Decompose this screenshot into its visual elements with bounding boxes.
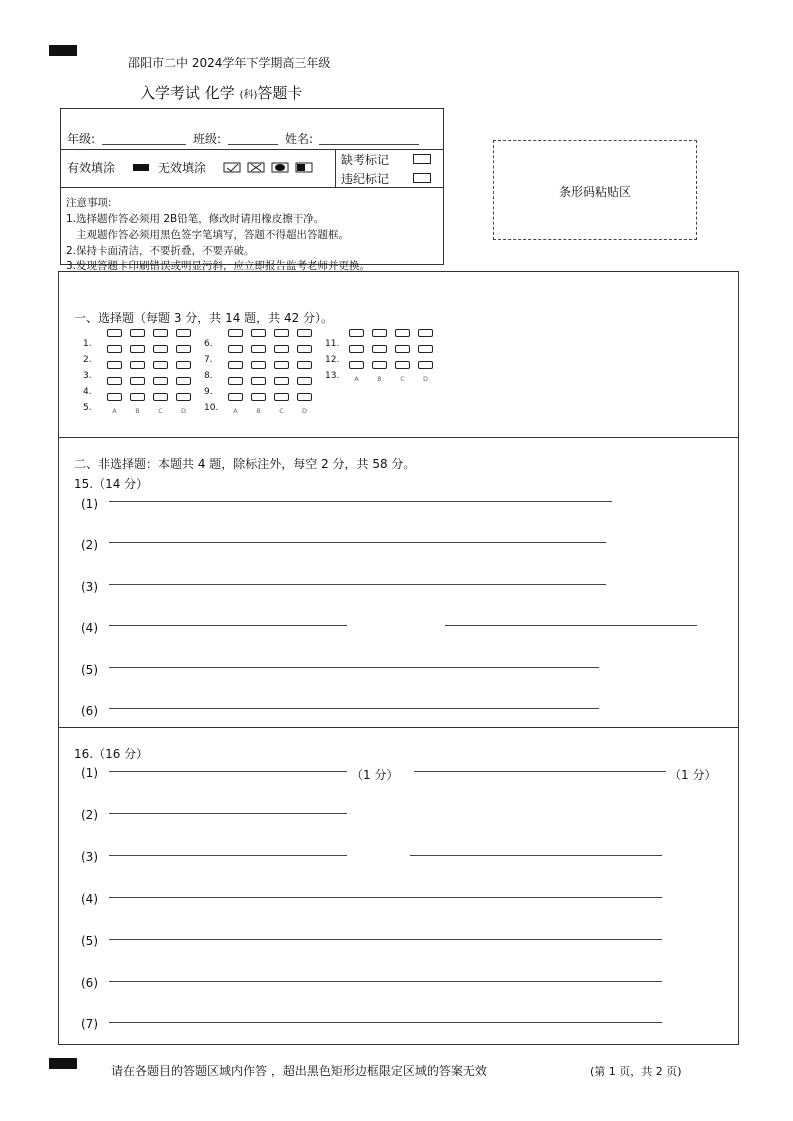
choice-bubble-b[interactable]: [130, 345, 145, 353]
q16-answer-line-5[interactable]: [109, 939, 662, 940]
class-label: 班级:: [193, 132, 222, 146]
q15-answer-line-2[interactable]: [109, 542, 606, 543]
choice-bubble-c[interactable]: [153, 329, 168, 337]
choice-bubble-a[interactable]: [228, 361, 243, 369]
choice-question-number: 1.: [83, 339, 92, 349]
school-line: 邵阳市二中 2024学年下学期高三年级: [128, 56, 331, 70]
choice-option-letter: A: [354, 375, 359, 383]
exam-title-text: 入学考试 化学: [140, 84, 235, 102]
q16-part-label: (7): [81, 1017, 98, 1031]
q16-answer-line-3a[interactable]: [109, 855, 347, 856]
choice-bubble-a[interactable]: [107, 377, 122, 385]
choice-bubble-b[interactable]: [130, 377, 145, 385]
barcode-area: [493, 140, 697, 240]
notes-item: 1.选择题作答必须用 2B铅笔，修改时请用橡皮擦干净。: [66, 213, 325, 225]
choice-bubble-c[interactable]: [395, 329, 410, 337]
choice-bubble-a[interactable]: [228, 377, 243, 385]
choice-bubble-c[interactable]: [274, 361, 289, 369]
choice-bubble-d[interactable]: [297, 377, 312, 385]
choice-question-number: 3.: [83, 371, 92, 381]
q16-part-label: (6): [81, 976, 98, 990]
page-number: (第 1 页，共 2 页): [590, 1065, 682, 1078]
choice-question-number: 6.: [204, 339, 213, 349]
q15-part-label: (1): [81, 497, 98, 511]
footer-notice: 请在各题目的答题区域内作答 ，超出黑色矩形边框限定区域的答案无效: [111, 1064, 487, 1078]
choice-question-number: 11.: [325, 339, 340, 349]
choice-bubble-a[interactable]: [107, 361, 122, 369]
choice-bubble-b[interactable]: [372, 329, 387, 337]
choice-option-letter: C: [400, 375, 405, 383]
grade-field[interactable]: [102, 144, 186, 145]
choice-option-letter: D: [180, 407, 186, 415]
choice-option-letter: B: [135, 407, 140, 415]
q15-answer-line-3[interactable]: [109, 584, 606, 585]
choice-bubble-b[interactable]: [130, 329, 145, 337]
choice-question-number: 2.: [83, 355, 92, 365]
q15-answer-line-1[interactable]: [109, 501, 612, 502]
choice-bubble-b[interactable]: [251, 361, 266, 369]
choice-option-letter: A: [112, 407, 117, 415]
choice-question-number: 10.: [204, 403, 219, 413]
choice-bubble-c[interactable]: [274, 393, 289, 401]
choice-bubble-d[interactable]: [297, 393, 312, 401]
choice-bubble-d[interactable]: [418, 345, 433, 353]
choice-bubble-b[interactable]: [251, 345, 266, 353]
exam-title: [140, 82, 302, 103]
choice-bubble-d[interactable]: [176, 377, 191, 385]
choice-question-number: 7.: [204, 355, 213, 365]
choice-bubble-a[interactable]: [349, 361, 364, 369]
choice-bubble-a[interactable]: [107, 329, 122, 337]
choice-bubble-d[interactable]: [176, 329, 191, 337]
notes-title: 注意事项:: [66, 197, 112, 209]
choice-option-letter: D: [301, 407, 307, 415]
q16-part-label: (5): [81, 934, 98, 948]
choice-question-number: 13.: [325, 371, 340, 381]
q16-part-label: (3): [81, 850, 98, 864]
absent-label: 缺考标记: [341, 153, 390, 167]
choice-bubble-d[interactable]: [418, 361, 433, 369]
choice-bubble-d[interactable]: [176, 345, 191, 353]
registration-mark-top: [49, 45, 77, 56]
choice-bubble-b[interactable]: [251, 329, 266, 337]
q16-part-label: (2): [81, 808, 98, 822]
card-label: 答题卡: [257, 84, 303, 102]
choice-bubble-b[interactable]: [372, 361, 387, 369]
info-block: [60, 108, 444, 272]
class-field[interactable]: [228, 144, 278, 145]
choice-bubble-c[interactable]: [395, 361, 410, 369]
section-question-15: [58, 437, 739, 728]
choice-bubble-c[interactable]: [153, 345, 168, 353]
choice-option-letter: B: [377, 375, 382, 383]
divider-vertical: [335, 149, 336, 187]
choice-option-letter: B: [256, 407, 261, 415]
q15-part-label: (3): [81, 580, 98, 594]
choice-column-1: [83, 329, 203, 419]
choice-bubble-b[interactable]: [251, 393, 266, 401]
section1-title: 一、选择题（每题 3 分，共 14 题，共 42 分）。: [74, 311, 334, 325]
choice-bubble-c[interactable]: [153, 393, 168, 401]
choice-bubble-b[interactable]: [130, 361, 145, 369]
choice-option-letter: D: [422, 375, 428, 383]
valid-fill-label: 有效填涂: [67, 161, 116, 175]
q15-answer-line-5[interactable]: [109, 667, 599, 668]
choice-bubble-c[interactable]: [153, 361, 168, 369]
choice-option-letter: A: [233, 407, 238, 415]
q16-score-1: （1 分）: [351, 768, 399, 782]
choice-bubble-c[interactable]: [395, 345, 410, 353]
choice-bubble-a[interactable]: [349, 345, 364, 353]
divider: [61, 187, 443, 188]
subject-type: (科): [239, 90, 258, 101]
choice-bubble-b[interactable]: [251, 377, 266, 385]
registration-mark-bottom: [49, 1058, 77, 1069]
q16-answer-line-7[interactable]: [109, 1022, 662, 1023]
choice-bubble-a[interactable]: [228, 393, 243, 401]
choice-question-number: 5.: [83, 403, 92, 413]
q15-part-label: (5): [81, 663, 98, 677]
absent-checkbox[interactable]: [413, 154, 431, 164]
q15-answer-line-6[interactable]: [109, 708, 599, 709]
choice-bubble-c[interactable]: [274, 329, 289, 337]
grade-label: 年级:: [67, 132, 96, 146]
choice-bubble-a[interactable]: [228, 329, 243, 337]
name-label: 姓名:: [285, 132, 314, 146]
choice-question-number: 8.: [204, 371, 213, 381]
choice-bubble-a[interactable]: [349, 329, 364, 337]
choice-bubble-d[interactable]: [297, 329, 312, 337]
q15-title: 15.（14 分）: [74, 477, 149, 491]
q15-part-label: (2): [81, 538, 98, 552]
q16-score-2: （1 分）: [669, 768, 717, 782]
invalid-fill-label: 无效填涂: [158, 161, 207, 175]
choice-bubble-d[interactable]: [297, 361, 312, 369]
choice-column-3: [325, 329, 445, 419]
notes-item: 2.保持卡面清洁，不要折叠，不要弄破。: [66, 245, 255, 257]
choice-bubble-a[interactable]: [107, 345, 122, 353]
q16-answer-line-1a[interactable]: [109, 771, 347, 772]
choice-bubble-a[interactable]: [228, 345, 243, 353]
name-field[interactable]: [319, 144, 419, 145]
choice-bubble-b[interactable]: [372, 345, 387, 353]
choice-bubble-d[interactable]: [418, 329, 433, 337]
choice-column-2: [204, 329, 324, 419]
choice-option-letter: C: [158, 407, 163, 415]
q15-part-label: (6): [81, 704, 98, 718]
choice-bubble-c[interactable]: [274, 345, 289, 353]
q15-answer-line-4a[interactable]: [109, 625, 347, 626]
notes-item: 3.发现答题卡印刷错误或明显污斜，应立即报告监考老师并更换。: [66, 260, 371, 272]
choice-bubble-a[interactable]: [107, 393, 122, 401]
violation-label: 违纪标记: [341, 172, 390, 186]
violation-checkbox[interactable]: [413, 173, 431, 183]
q16-part-label: (1): [81, 766, 98, 780]
barcode-label: 条形码粘贴区: [558, 185, 631, 199]
choice-question-number: 12.: [325, 355, 340, 365]
choice-bubble-d[interactable]: [297, 345, 312, 353]
divider: [61, 149, 443, 150]
q16-title: 16.（16 分）: [74, 747, 149, 761]
q16-answer-line-3b[interactable]: [410, 855, 662, 856]
valid-fill-sample-icon: [133, 164, 149, 171]
section-question-16: [58, 727, 739, 1045]
choice-bubble-c[interactable]: [153, 377, 168, 385]
choice-bubble-c[interactable]: [274, 377, 289, 385]
q16-answer-line-4[interactable]: [109, 897, 662, 898]
choice-question-number: 4.: [83, 387, 92, 397]
q16-answer-line-2[interactable]: [109, 813, 347, 814]
choice-bubble-b[interactable]: [130, 393, 145, 401]
choice-option-letter: C: [279, 407, 284, 415]
q15-answer-line-4b[interactable]: [445, 625, 697, 626]
q16-part-label: (4): [81, 892, 98, 906]
choice-bubble-d[interactable]: [176, 393, 191, 401]
choice-bubble-d[interactable]: [176, 361, 191, 369]
section-multiple-choice: [58, 271, 739, 438]
q15-part-label: (4): [81, 621, 98, 635]
q16-answer-line-6[interactable]: [109, 981, 662, 982]
q16-answer-line-1b[interactable]: [414, 771, 666, 772]
choice-question-number: 9.: [204, 387, 213, 397]
invalid-fill-samples-icon: [223, 161, 317, 174]
section2-title: 二、非选择题：本题共 4 题，除标注外，每空 2 分，共 58 分。: [74, 457, 416, 471]
notes-item: 主观题作答必须用黑色签字笔填写，答题不得超出答题框。: [66, 229, 350, 241]
